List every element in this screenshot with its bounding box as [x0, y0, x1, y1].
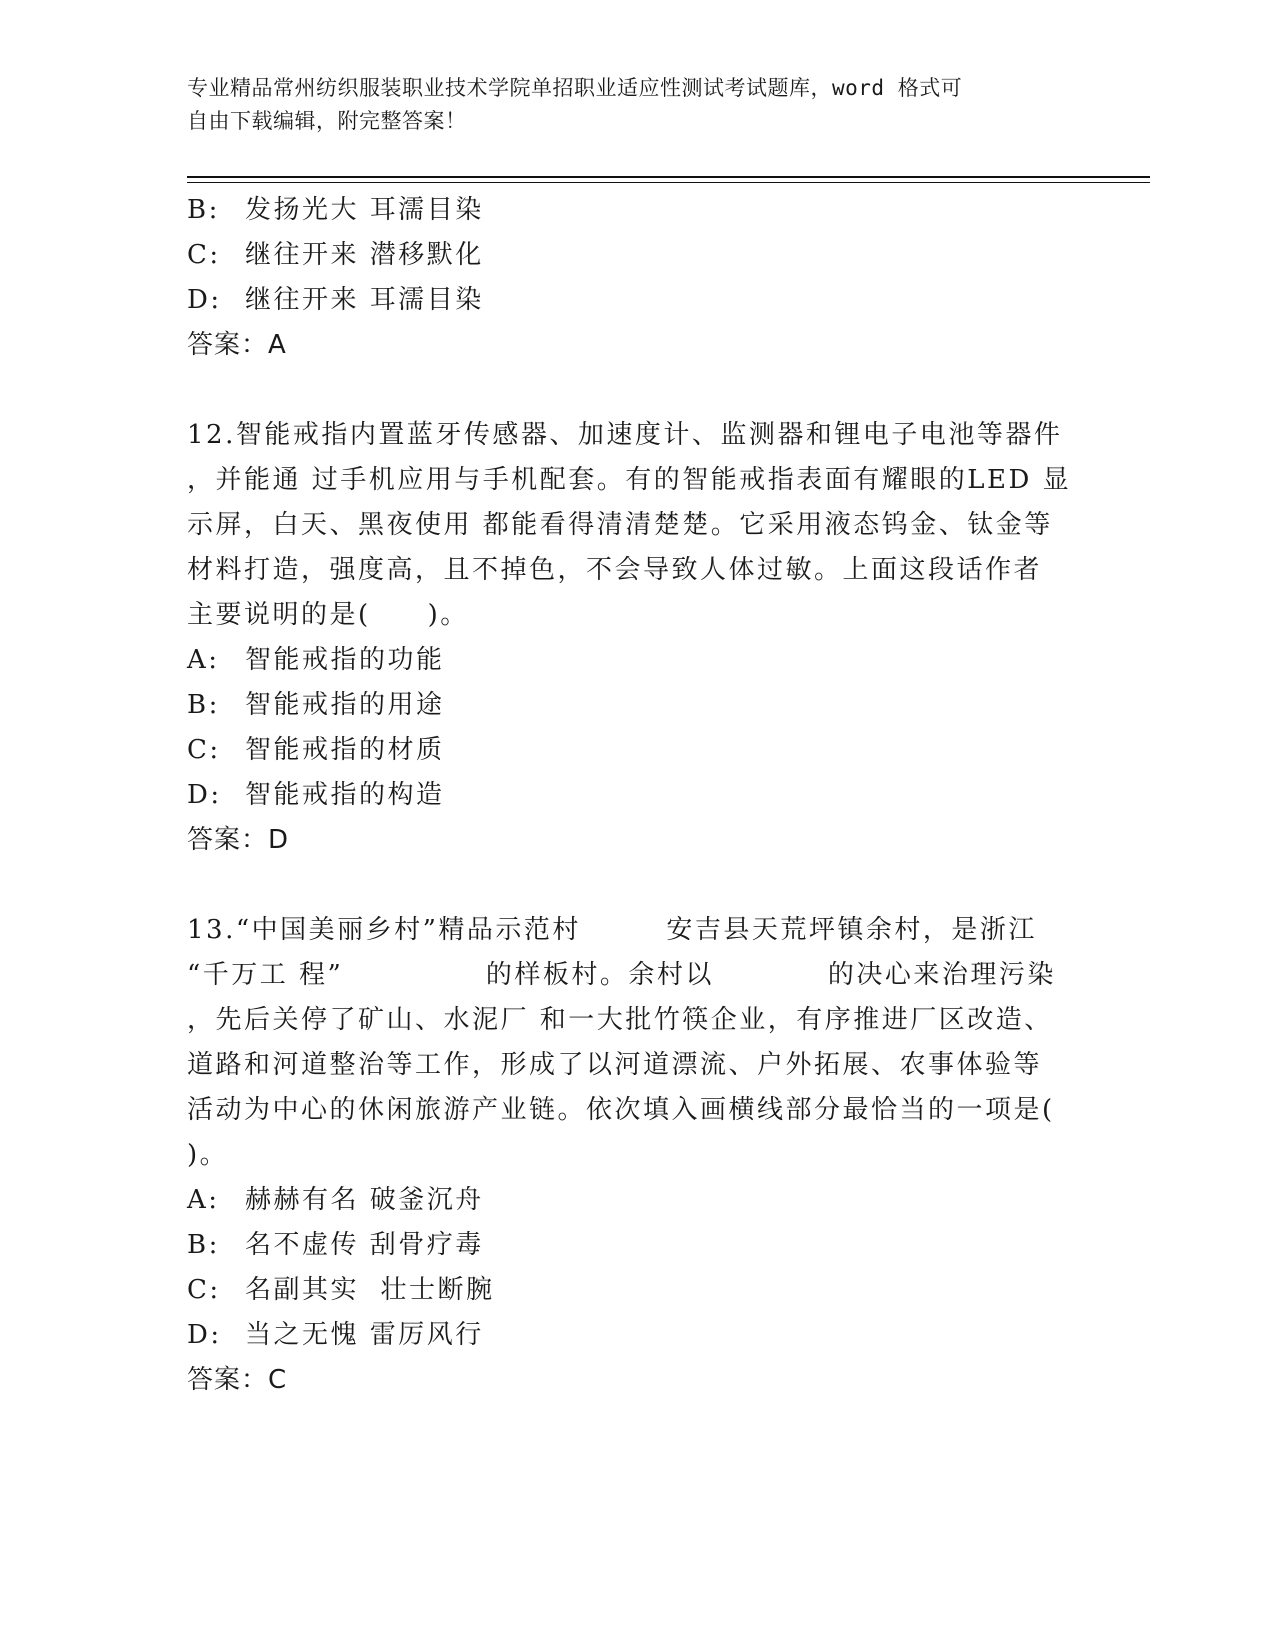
header-line-1: 专业精品常州纺织服装职业技术学院单招职业适应性测试考试题库，word 格式可 — [187, 76, 963, 100]
option-letter: A: — [187, 1185, 220, 1215]
header-divider-thin — [187, 182, 1150, 183]
question-13-line: “千万工 程” 的样板村。余村以 的决心来治理污染 — [187, 960, 1056, 990]
option-letter: B: — [187, 1230, 220, 1260]
previous-question-options — [187, 188, 1087, 323]
option-text: 发扬光大 耳濡目染 — [245, 195, 484, 225]
option-b — [187, 1223, 1087, 1268]
option-text: 继往开来 潜移默化 — [245, 240, 484, 270]
question-13-line: 道路和河道整治等工作，形成了以河道漂流、户外拓展、农事体验等 — [187, 1050, 1043, 1080]
option-c — [187, 1268, 1087, 1313]
question-13 — [187, 908, 1087, 1403]
option-c — [187, 233, 1087, 278]
option-letter: B: — [187, 195, 220, 225]
option-d — [187, 773, 1087, 818]
question-12-line: 主要说明的是( )。 — [187, 600, 469, 630]
header-divider-thick — [187, 176, 1150, 178]
question-12-line: ，并能通 过手机应用与手机配套。有的智能戒指表面有耀眼的LED 显 — [187, 465, 1072, 495]
option-d — [187, 278, 1087, 323]
option-text: 当之无愧 雷厉风行 — [245, 1320, 484, 1350]
option-text: 继往开来 耳濡目染 — [245, 285, 484, 315]
option-letter: C: — [187, 1275, 221, 1305]
header-line-2: 自由下载编辑，附完整答案！ — [187, 109, 467, 133]
option-letter: D: — [187, 780, 222, 810]
question-13-line: 13.“中国美丽乡村”精品示范村 安吉县天荒坪镇余村，是浙江 — [187, 915, 1037, 945]
question-12-line: 12.智能戒指内置蓝牙传感器、加速度计、监测器和锂电子电池等器件 — [187, 420, 1063, 450]
question-12-answer: 答案：D — [187, 825, 290, 855]
option-text: 智能戒指的功能 — [245, 645, 445, 675]
document-body — [187, 188, 1087, 1403]
question-13-line: )。 — [187, 1140, 229, 1170]
document-header — [187, 72, 1067, 138]
option-a — [187, 1178, 1087, 1223]
question-13-line: 活动为中心的休闲旅游产业链。依次填入画横线部分最恰当的一项是( — [187, 1095, 1055, 1125]
option-b — [187, 188, 1087, 233]
question-12-line: 示屏，白天、黑夜使用 都能看得清清楚楚。它采用液态钨金、钛金等 — [187, 510, 1053, 540]
option-text: 赫赫有名 破釜沉舟 — [245, 1185, 484, 1215]
option-a — [187, 638, 1087, 683]
previous-answer: 答案：A — [187, 330, 287, 360]
option-d — [187, 1313, 1087, 1358]
option-letter: C: — [187, 735, 221, 765]
option-text: 智能戒指的材质 — [245, 735, 445, 765]
question-13-line: ，先后关停了矿山、水泥厂 和一大批竹筷企业，有序推进厂区改造、 — [187, 1005, 1053, 1035]
option-text: 智能戒指的构造 — [245, 780, 445, 810]
option-text: 名不虚传 刮骨疗毒 — [245, 1230, 484, 1260]
option-letter: D: — [187, 285, 222, 315]
option-letter: B: — [187, 690, 220, 720]
question-12-line: 材料打造，强度高，且不掉色，不会导致人体过敏。上面这段话作者 — [187, 555, 1043, 585]
option-text: 智能戒指的用途 — [245, 690, 445, 720]
question-13-answer: 答案：C — [187, 1365, 288, 1395]
option-letter: D: — [187, 1320, 222, 1350]
option-letter: A: — [187, 645, 220, 675]
option-text: 名副其实 壮士断腕 — [245, 1275, 495, 1305]
question-12 — [187, 413, 1087, 863]
option-letter: C: — [187, 240, 221, 270]
option-b — [187, 683, 1087, 728]
option-c — [187, 728, 1087, 773]
